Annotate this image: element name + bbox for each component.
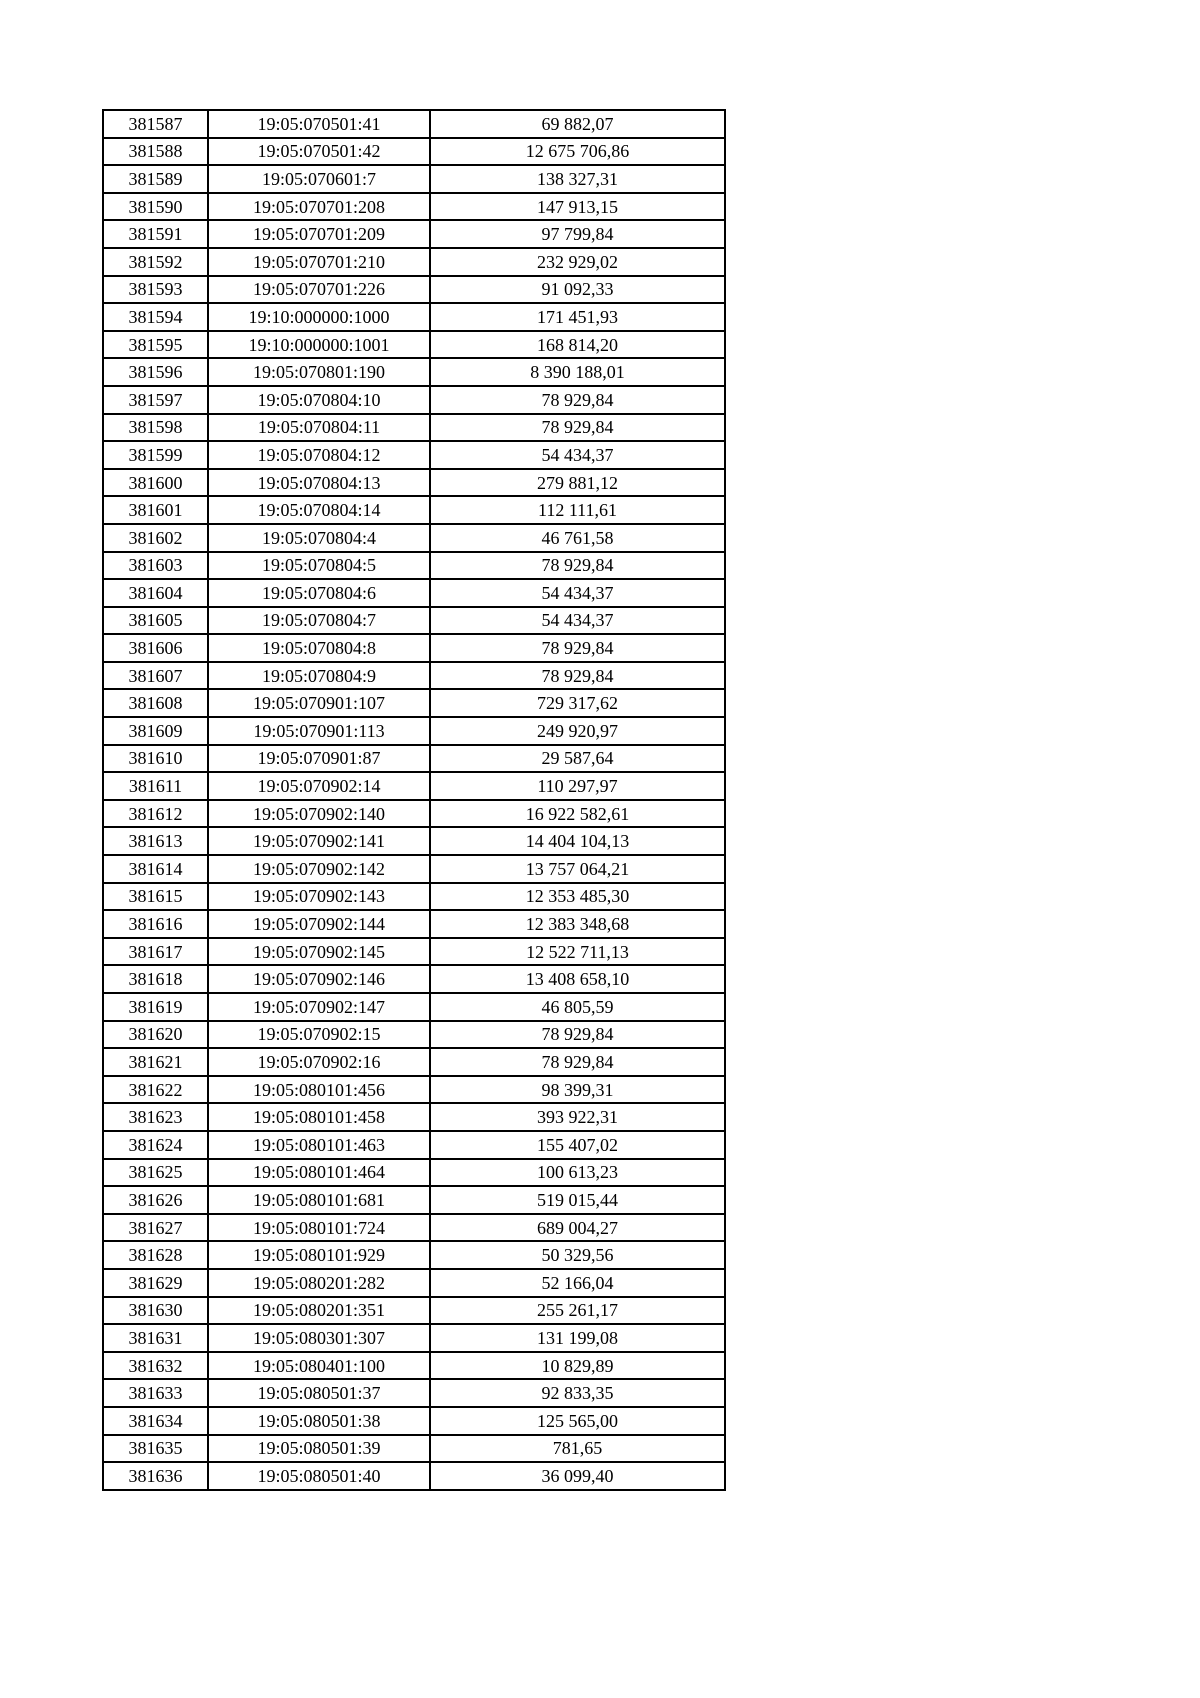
value-cell: 125 565,00 (430, 1407, 725, 1435)
table-row (103, 441, 725, 469)
table-row (103, 110, 725, 138)
table-row (103, 745, 725, 773)
table-row (103, 1435, 725, 1463)
table-row (103, 386, 725, 414)
value-cell: 10 829,89 (430, 1352, 725, 1380)
value-cell: 78 929,84 (430, 1048, 725, 1076)
table-row (103, 965, 725, 993)
value-cell: 36 099,40 (430, 1462, 725, 1490)
table-row (103, 772, 725, 800)
cadastral-number-cell: 19:05:070804:11 (208, 414, 430, 442)
cadastral-number-cell: 19:10:000000:1001 (208, 331, 430, 359)
cadastral-number-cell: 19:05:070902:141 (208, 827, 430, 855)
row-number-cell: 381603 (103, 552, 208, 580)
table-row (103, 358, 725, 386)
row-number-cell: 381610 (103, 745, 208, 773)
value-cell: 131 199,08 (430, 1324, 725, 1352)
value-cell: 110 297,97 (430, 772, 725, 800)
row-number-cell: 381611 (103, 772, 208, 800)
cadastral-number-cell: 19:05:070902:14 (208, 772, 430, 800)
cadastral-number-cell: 19:05:070902:145 (208, 938, 430, 966)
table-row (103, 1297, 725, 1325)
row-number-cell: 381609 (103, 717, 208, 745)
value-cell: 100 613,23 (430, 1159, 725, 1187)
value-cell: 50 329,56 (430, 1241, 725, 1269)
cadastral-number-cell: 19:05:070902:143 (208, 883, 430, 911)
row-number-cell: 381612 (103, 800, 208, 828)
cadastral-number-cell: 19:05:070804:7 (208, 607, 430, 635)
value-cell: 12 675 706,86 (430, 138, 725, 166)
row-number-cell: 381635 (103, 1435, 208, 1463)
table-row (103, 1269, 725, 1297)
table-row (103, 165, 725, 193)
value-cell: 12 353 485,30 (430, 883, 725, 911)
value-cell: 91 092,33 (430, 276, 725, 304)
row-number-cell: 381594 (103, 303, 208, 331)
cadastral-number-cell: 19:05:080101:458 (208, 1103, 430, 1131)
value-cell: 98 399,31 (430, 1076, 725, 1104)
cadastral-number-cell: 19:05:070902:144 (208, 910, 430, 938)
value-cell: 78 929,84 (430, 1021, 725, 1049)
table-row (103, 938, 725, 966)
cadastral-number-cell: 19:05:080501:37 (208, 1379, 430, 1407)
cadastral-number-cell: 19:05:070901:107 (208, 689, 430, 717)
table-row (103, 1352, 725, 1380)
row-number-cell: 381632 (103, 1352, 208, 1380)
table-row (103, 193, 725, 221)
table-row (103, 717, 725, 745)
value-cell: 689 004,27 (430, 1214, 725, 1242)
cadastral-number-cell: 19:05:080501:39 (208, 1435, 430, 1463)
cadastral-number-cell: 19:05:070902:16 (208, 1048, 430, 1076)
value-cell: 147 913,15 (430, 193, 725, 221)
value-cell: 78 929,84 (430, 386, 725, 414)
cadastral-number-cell: 19:05:070804:10 (208, 386, 430, 414)
cadastral-number-cell: 19:05:070501:42 (208, 138, 430, 166)
row-number-cell: 381589 (103, 165, 208, 193)
table-row (103, 138, 725, 166)
value-cell: 78 929,84 (430, 662, 725, 690)
row-number-cell: 381602 (103, 524, 208, 552)
value-cell: 14 404 104,13 (430, 827, 725, 855)
table-row (103, 1131, 725, 1159)
cadastral-number-cell: 19:05:070804:4 (208, 524, 430, 552)
cadastral-number-cell: 19:05:070901:113 (208, 717, 430, 745)
row-number-cell: 381615 (103, 883, 208, 911)
row-number-cell: 381587 (103, 110, 208, 138)
value-cell: 112 111,61 (430, 496, 725, 524)
value-cell: 155 407,02 (430, 1131, 725, 1159)
cadastral-number-cell: 19:05:080101:681 (208, 1186, 430, 1214)
table-row (103, 552, 725, 580)
row-number-cell: 381630 (103, 1297, 208, 1325)
row-number-cell: 381588 (103, 138, 208, 166)
row-number-cell: 381627 (103, 1214, 208, 1242)
cadastral-number-cell: 19:05:080401:100 (208, 1352, 430, 1380)
value-cell: 729 317,62 (430, 689, 725, 717)
row-number-cell: 381634 (103, 1407, 208, 1435)
row-number-cell: 381613 (103, 827, 208, 855)
table-row (103, 276, 725, 304)
row-number-cell: 381614 (103, 855, 208, 883)
value-cell: 46 805,59 (430, 993, 725, 1021)
cadastral-number-cell: 19:05:080101:456 (208, 1076, 430, 1104)
cadastral-number-cell: 19:05:070601:7 (208, 165, 430, 193)
value-cell: 8 390 188,01 (430, 358, 725, 386)
table-row (103, 1076, 725, 1104)
row-number-cell: 381597 (103, 386, 208, 414)
table-row (103, 248, 725, 276)
value-cell: 92 833,35 (430, 1379, 725, 1407)
cadastral-number-cell: 19:05:070902:15 (208, 1021, 430, 1049)
cadastral-number-cell: 19:05:070902:146 (208, 965, 430, 993)
table-row (103, 524, 725, 552)
value-cell: 168 814,20 (430, 331, 725, 359)
value-cell: 78 929,84 (430, 552, 725, 580)
value-cell: 519 015,44 (430, 1186, 725, 1214)
table-row (103, 1324, 725, 1352)
table-row (103, 993, 725, 1021)
value-cell: 78 929,84 (430, 414, 725, 442)
cadastral-number-cell: 19:05:080101:929 (208, 1241, 430, 1269)
value-cell: 54 434,37 (430, 607, 725, 635)
table-row (103, 1462, 725, 1490)
row-number-cell: 381604 (103, 579, 208, 607)
table-body (103, 110, 725, 1490)
table-row (103, 579, 725, 607)
table-row (103, 1241, 725, 1269)
row-number-cell: 381622 (103, 1076, 208, 1104)
table-row (103, 496, 725, 524)
table-row (103, 1021, 725, 1049)
table-row (103, 303, 725, 331)
row-number-cell: 381624 (103, 1131, 208, 1159)
data-table (102, 109, 726, 1491)
cadastral-number-cell: 19:05:080101:724 (208, 1214, 430, 1242)
table-row (103, 469, 725, 497)
table-row (103, 855, 725, 883)
table-row (103, 1186, 725, 1214)
table-row (103, 607, 725, 635)
cadastral-number-cell: 19:05:080301:307 (208, 1324, 430, 1352)
row-number-cell: 381618 (103, 965, 208, 993)
table-row (103, 331, 725, 359)
value-cell: 171 451,93 (430, 303, 725, 331)
row-number-cell: 381593 (103, 276, 208, 304)
value-cell: 393 922,31 (430, 1103, 725, 1131)
cadastral-number-cell: 19:05:070902:142 (208, 855, 430, 883)
table-row (103, 220, 725, 248)
cadastral-number-cell: 19:05:070902:147 (208, 993, 430, 1021)
value-cell: 46 761,58 (430, 524, 725, 552)
value-cell: 12 383 348,68 (430, 910, 725, 938)
cadastral-number-cell: 19:05:070701:210 (208, 248, 430, 276)
cadastral-number-cell: 19:05:080101:463 (208, 1131, 430, 1159)
row-number-cell: 381591 (103, 220, 208, 248)
value-cell: 255 261,17 (430, 1297, 725, 1325)
cadastral-number-cell: 19:05:070804:8 (208, 634, 430, 662)
row-number-cell: 381629 (103, 1269, 208, 1297)
row-number-cell: 381631 (103, 1324, 208, 1352)
table-row (103, 1159, 725, 1187)
value-cell: 249 920,97 (430, 717, 725, 745)
cadastral-number-cell: 19:05:070804:13 (208, 469, 430, 497)
row-number-cell: 381590 (103, 193, 208, 221)
value-cell: 138 327,31 (430, 165, 725, 193)
row-number-cell: 381628 (103, 1241, 208, 1269)
table-row (103, 634, 725, 662)
value-cell: 16 922 582,61 (430, 800, 725, 828)
value-cell: 13 408 658,10 (430, 965, 725, 993)
row-number-cell: 381598 (103, 414, 208, 442)
table-row (103, 1048, 725, 1076)
cadastral-number-cell: 19:05:070804:5 (208, 552, 430, 580)
cadastral-number-cell: 19:05:070701:209 (208, 220, 430, 248)
cadastral-number-cell: 19:05:070701:226 (208, 276, 430, 304)
row-number-cell: 381606 (103, 634, 208, 662)
row-number-cell: 381607 (103, 662, 208, 690)
row-number-cell: 381620 (103, 1021, 208, 1049)
table-row (103, 689, 725, 717)
value-cell: 69 882,07 (430, 110, 725, 138)
value-cell: 52 166,04 (430, 1269, 725, 1297)
cadastral-number-cell: 19:05:080201:282 (208, 1269, 430, 1297)
row-number-cell: 381623 (103, 1103, 208, 1131)
row-number-cell: 381601 (103, 496, 208, 524)
cadastral-number-cell: 19:05:070501:41 (208, 110, 430, 138)
cadastral-number-cell: 19:05:070804:6 (208, 579, 430, 607)
row-number-cell: 381605 (103, 607, 208, 635)
row-number-cell: 381619 (103, 993, 208, 1021)
cadastral-number-cell: 19:05:070801:190 (208, 358, 430, 386)
row-number-cell: 381616 (103, 910, 208, 938)
value-cell: 97 799,84 (430, 220, 725, 248)
row-number-cell: 381595 (103, 331, 208, 359)
cadastral-number-cell: 19:05:080501:40 (208, 1462, 430, 1490)
cadastral-number-cell: 19:05:080501:38 (208, 1407, 430, 1435)
table-row (103, 662, 725, 690)
row-number-cell: 381617 (103, 938, 208, 966)
row-number-cell: 381599 (103, 441, 208, 469)
table-row (103, 1407, 725, 1435)
table-row (103, 1214, 725, 1242)
table-row (103, 1103, 725, 1131)
row-number-cell: 381600 (103, 469, 208, 497)
cadastral-number-cell: 19:05:070901:87 (208, 745, 430, 773)
cadastral-number-cell: 19:05:070902:140 (208, 800, 430, 828)
row-number-cell: 381636 (103, 1462, 208, 1490)
cadastral-number-cell: 19:05:070804:9 (208, 662, 430, 690)
cadastral-number-cell: 19:10:000000:1000 (208, 303, 430, 331)
cadastral-number-cell: 19:05:070701:208 (208, 193, 430, 221)
value-cell: 781,65 (430, 1435, 725, 1463)
value-cell: 29 587,64 (430, 745, 725, 773)
value-cell: 232 929,02 (430, 248, 725, 276)
cadastral-number-cell: 19:05:070804:14 (208, 496, 430, 524)
row-number-cell: 381621 (103, 1048, 208, 1076)
table-row (103, 883, 725, 911)
cadastral-number-cell: 19:05:070804:12 (208, 441, 430, 469)
value-cell: 54 434,37 (430, 441, 725, 469)
row-number-cell: 381596 (103, 358, 208, 386)
row-number-cell: 381625 (103, 1159, 208, 1187)
table-row (103, 910, 725, 938)
value-cell: 279 881,12 (430, 469, 725, 497)
table-row (103, 827, 725, 855)
table-row (103, 800, 725, 828)
row-number-cell: 381633 (103, 1379, 208, 1407)
table-row (103, 414, 725, 442)
cadastral-number-cell: 19:05:080101:464 (208, 1159, 430, 1187)
value-cell: 78 929,84 (430, 634, 725, 662)
row-number-cell: 381592 (103, 248, 208, 276)
row-number-cell: 381608 (103, 689, 208, 717)
value-cell: 13 757 064,21 (430, 855, 725, 883)
row-number-cell: 381626 (103, 1186, 208, 1214)
cadastral-number-cell: 19:05:080201:351 (208, 1297, 430, 1325)
value-cell: 54 434,37 (430, 579, 725, 607)
table-row (103, 1379, 725, 1407)
value-cell: 12 522 711,13 (430, 938, 725, 966)
